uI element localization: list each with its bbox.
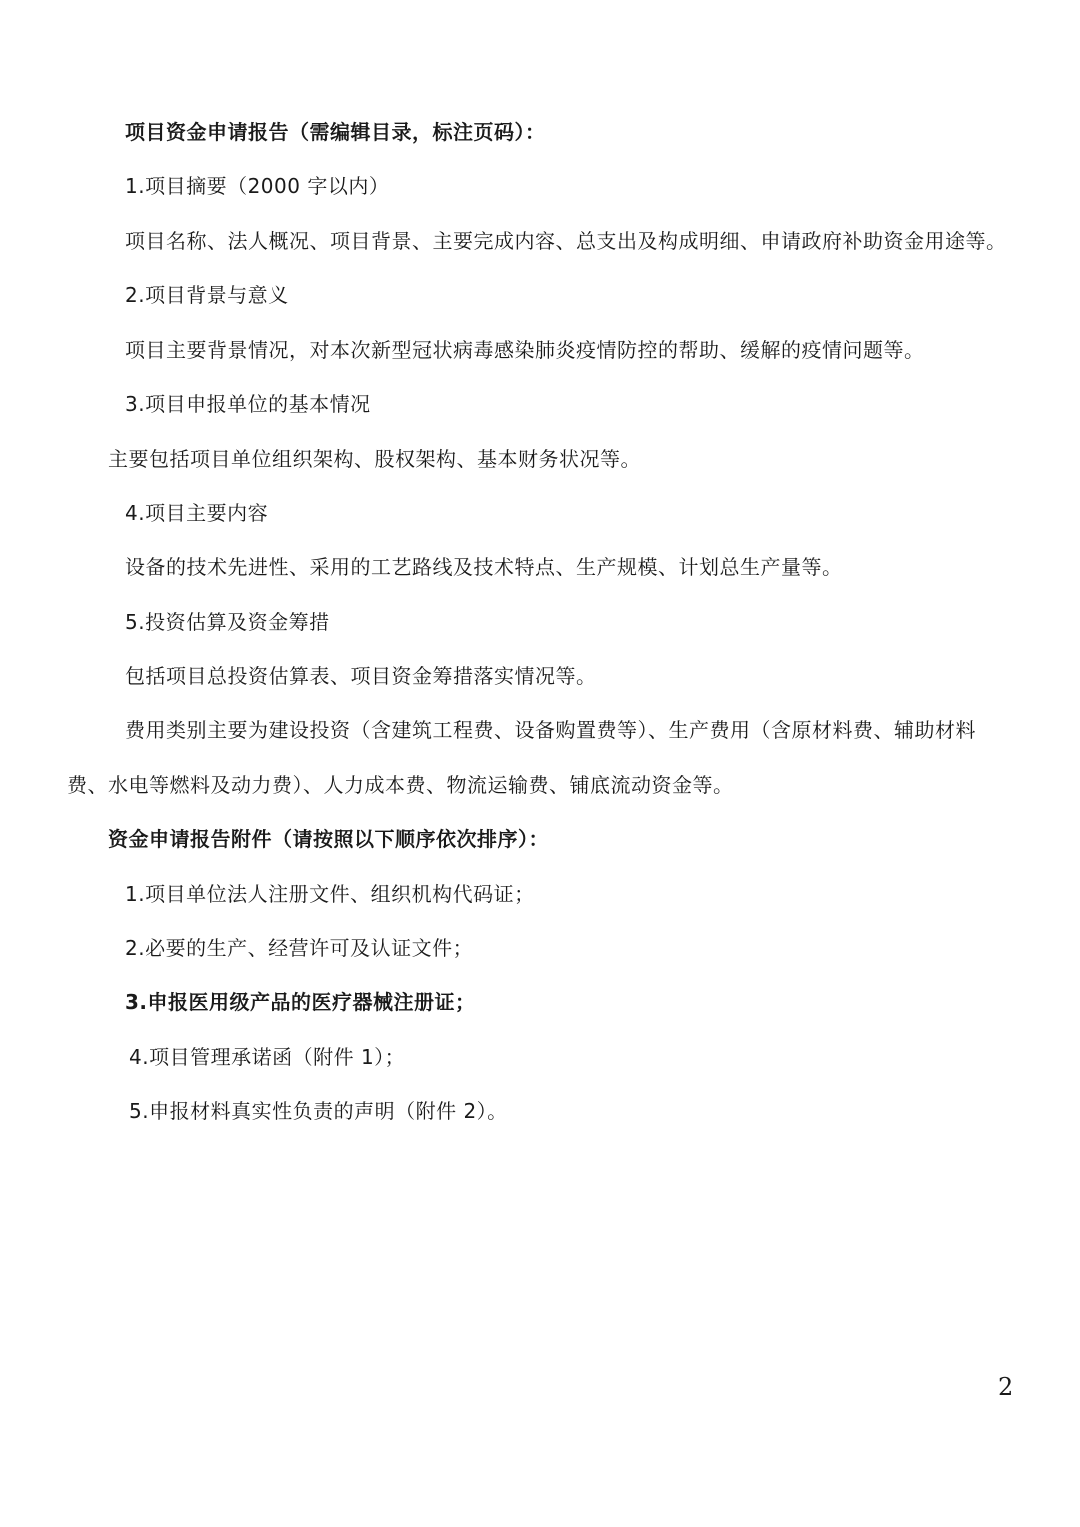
report-item-4-title: 4.项目主要内容 [125, 501, 269, 525]
cost-paragraph-line-1: 费用类别主要为建设投资（含建筑工程费、设备购置费等）、生产费用（含原材料费、辅助材料 [125, 718, 976, 742]
attachments-section-heading: 资金申请报告附件（请按照以下顺序依次排序）： [108, 827, 549, 851]
report-item-3-body: 主要包括项目单位组织架构、股权架构、基本财务状况等。 [108, 447, 641, 471]
report-item-2-body: 项目主要背景情况，对本次新型冠状病毒感染肺炎疫情防控的帮助、缓解的疫情问题等。 [125, 338, 925, 362]
attachment-item-3: 3.申报医用级产品的医疗器械注册证； [125, 990, 476, 1014]
report-item-5-body: 包括项目总投资估算表、项目资金筹措落实情况等。 [125, 664, 597, 688]
report-item-4-body: 设备的技术先进性、采用的工艺路线及技术特点、生产规模、计划总生产量等。 [125, 555, 843, 579]
attachment-item-2: 2.必要的生产、经营许可及认证文件； [125, 936, 474, 960]
report-item-1-body: 项目名称、法人概况、项目背景、主要完成内容、总支出及构成明细、申请政府补助资金用途等。 [125, 229, 1007, 253]
report-item-3-title: 3.项目申报单位的基本情况 [125, 392, 371, 416]
report-item-1-title: 1.项目摘要（2000 字以内） [125, 174, 390, 198]
attachment-item-1: 1.项目单位法人注册文件、组织机构代码证； [125, 882, 535, 906]
report-item-2-title: 2.项目背景与意义 [125, 283, 289, 307]
cost-paragraph-line-2: 费、水电等燃料及动力费）、人力成本费、物流运输费、铺底流动资金等。 [67, 773, 734, 797]
attachment-item-4: 4.项目管理承诺函（附件 1）； [129, 1045, 406, 1069]
page-number: 2 [998, 1373, 1014, 1401]
report-item-5-title: 5.投资估算及资金筹措 [125, 610, 330, 634]
report-section-heading: 项目资金申请报告（需编辑目录，标注页码）： [125, 120, 546, 144]
attachment-item-5: 5.申报材料真实性负责的声明（附件 2）。 [129, 1099, 508, 1123]
